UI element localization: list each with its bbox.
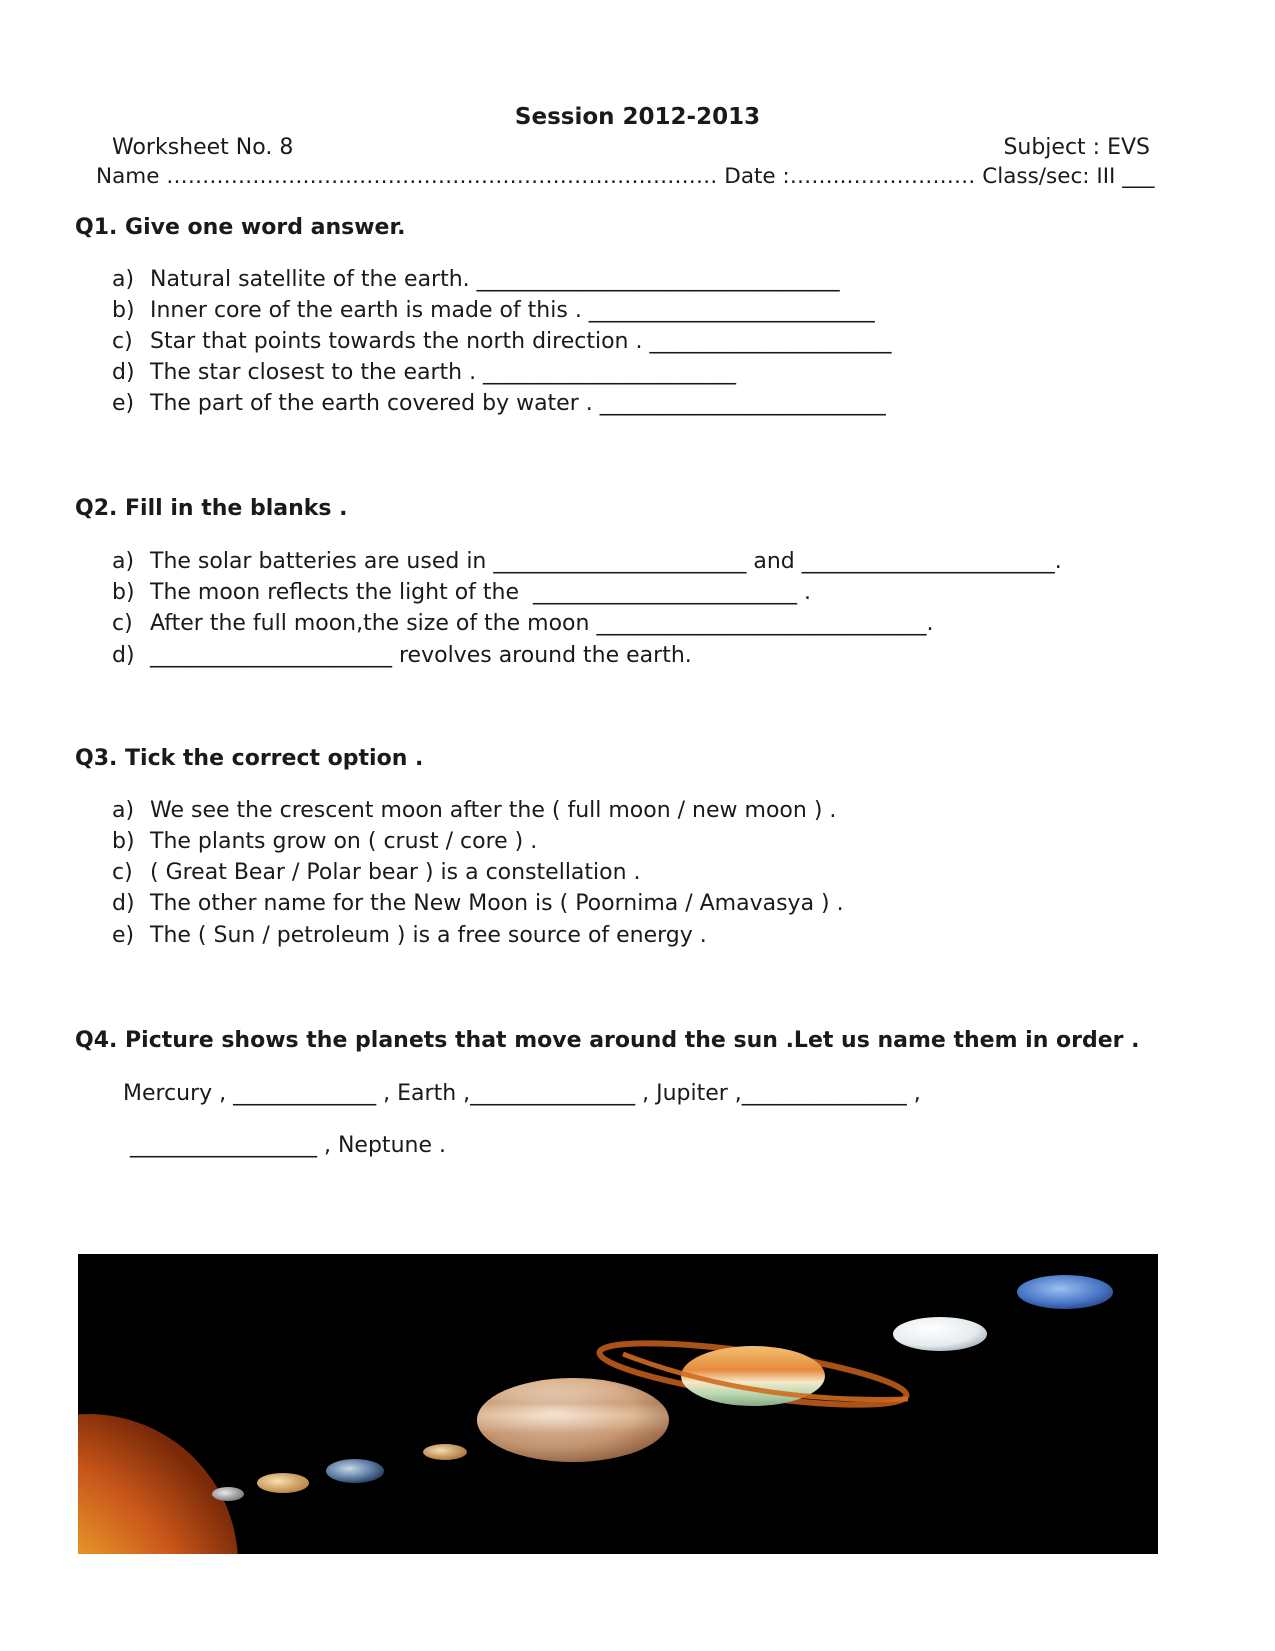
sun-shape (78, 1414, 238, 1554)
neptune-shape (1017, 1275, 1113, 1309)
q3-item-d: d) The other name for the New Moon is ( Poornima / Amavasya ) . (112, 891, 844, 916)
q2-item-d: d) ______________________ revolves around the earth. (112, 643, 692, 668)
venus-shape (257, 1473, 309, 1493)
q1-item-a: a) Natural satellite of the earth. _________________________________ (112, 267, 840, 292)
earth-shape (326, 1459, 384, 1483)
q2-heading: Q2. Fill in the blanks . (75, 496, 348, 521)
solar-system-illustration (78, 1254, 1158, 1554)
solar-system-picture (78, 1254, 1158, 1554)
name-date-class-line: Name ……………………..…………………………………………… Date :……..……………… Class/sec: III ___ (96, 164, 1155, 189)
session-title: Session 2012-2013 (514, 104, 761, 130)
q3-item-c: c) ( Great Bear / Polar bear ) is a constellation . (112, 860, 641, 885)
q2-item-c: c) After the full moon,the size of the moon ______________________________. (112, 611, 934, 636)
worksheet-number: Worksheet No. 8 (112, 135, 294, 160)
q4-planets-line-2: _________________ , Neptune . (130, 1133, 446, 1158)
jupiter-bands (477, 1378, 669, 1462)
q2-item-b: b) The moon reflects the light of the ________________________ . (112, 580, 811, 605)
q1-heading: Q1. Give one word answer. (75, 215, 406, 240)
q1-item-e: e) The part of the earth covered by water . __________________________ (112, 391, 886, 416)
mercury-shape (212, 1487, 244, 1501)
q1-item-d: d) The star closest to the earth . _______________________ (112, 360, 737, 385)
q3-item-e: e) The ( Sun / petroleum ) is a free source of energy . (112, 923, 707, 948)
q2-item-a: a) The solar batteries are used in _______________________ and _______________________. (112, 549, 1062, 574)
q3-heading: Q3. Tick the correct option . (75, 746, 424, 771)
q3-item-b: b) The plants grow on ( crust / core ) . (112, 829, 538, 854)
q4-planets-line-1: Mercury , _____________ , Earth ,_______________ , Jupiter ,_______________ , (123, 1081, 921, 1106)
q3-item-a: a) We see the crescent moon after the ( full moon / new moon ) . (112, 798, 837, 823)
q1-item-b: b) Inner core of the earth is made of this . __________________________ (112, 298, 875, 323)
mars-shape (423, 1444, 467, 1460)
uranus-shape (893, 1317, 987, 1351)
subject-label: Subject : EVS (1003, 135, 1150, 160)
q1-item-c: c) Star that points towards the north direction . ______________________ (112, 329, 892, 354)
q4-heading: Q4. Picture shows the planets that move around the sun .Let us name them in order . (75, 1028, 1140, 1053)
